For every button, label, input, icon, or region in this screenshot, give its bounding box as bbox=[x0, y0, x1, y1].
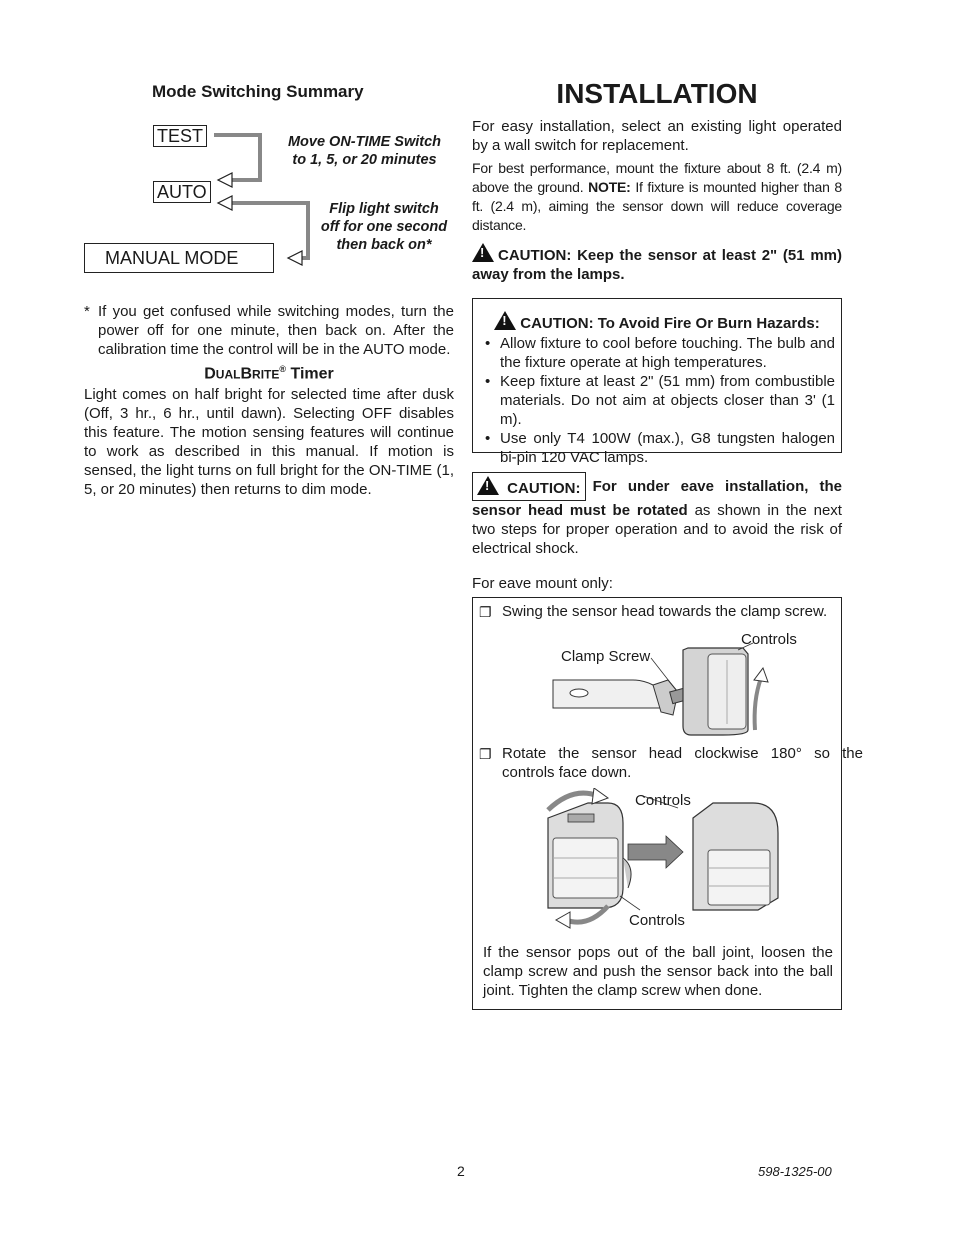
flip-note-line3: then back on* bbox=[336, 237, 432, 253]
hazard-title-text: CAUTION: To Avoid Fire Or Burn Hazards: bbox=[520, 315, 820, 332]
eave-caution-bold1: For under eave installation, the bbox=[592, 478, 842, 495]
registered-mark: ® bbox=[279, 364, 287, 374]
mode-switching-heading: Mode Switching Summary bbox=[152, 82, 364, 101]
heading-ual: UAL bbox=[215, 367, 241, 382]
dualbrite-timer-text: Light comes on half bright for selected time after dusk (Off, 3 hr., 6 hr., until dawn). Selecting OFF disables this feature. The motion sensing features will continue to work as described in this manual. If motion is sensed, the light turns on full bright for the ON-TIME (1, 5, or 20 minutes) then returns to dim mode. bbox=[84, 386, 454, 498]
heading-timer: Timer bbox=[290, 365, 334, 383]
page-number: 2 bbox=[457, 1163, 465, 1179]
ball-joint-instructions: If the sensor pops out of the ball joint, loosen the clamp screw and push the sensor back into the ball joint. Tighten the clamp screw when done. bbox=[483, 944, 833, 999]
auto-mode-label: AUTO bbox=[153, 181, 211, 203]
test-mode-label: TEST bbox=[153, 125, 207, 147]
footnote-text: If you get confused while switching modes, turn the power off for one minute, then back on. After the calibration time the control will be in the AUTO mode. bbox=[98, 303, 454, 358]
document-number: 598-1325-00 bbox=[758, 1164, 832, 1179]
dualbrite-timer-heading bbox=[84, 364, 454, 383]
step-rotate-sensor bbox=[477, 744, 863, 782]
step2-text: Rotate the sensor head clockwise 180° so the controls face down. bbox=[502, 745, 863, 781]
ontime-note-line1: Move ON-TIME Switch bbox=[287, 134, 442, 150]
eave-mount-box bbox=[472, 597, 863, 1010]
mounting-text-a: For best performance, mount the fixture about 8 ft. (2.4 m) above the ground. bbox=[472, 160, 842, 195]
warning-icon bbox=[472, 243, 494, 262]
heading-rite: RITE bbox=[252, 367, 280, 382]
warning-icon bbox=[477, 476, 499, 495]
hazard-bullet: • Use only T4 100W (max.), G8 tungsten halogen bi-pin 120 VAC lamps. bbox=[479, 429, 835, 467]
heading-b: B bbox=[240, 365, 253, 383]
ontime-note-line2: to 1, 5, or 20 minutes bbox=[292, 152, 437, 168]
controls-label-top: Controls bbox=[635, 792, 691, 809]
install-intro: For easy installation, select an existing light operated by a wall switch for replacement. bbox=[472, 118, 842, 154]
hazard-bullet: • Keep fixture at least 2" (51 mm) from combustible materials. Do not aim at objects closer than 3' (1 m). bbox=[479, 372, 835, 429]
controls-label: Controls bbox=[741, 631, 797, 648]
mounting-height-text bbox=[472, 159, 842, 235]
hazard-bullet: • Allow fixture to cool before touching. The bulb and the fixture operate at high temperatures. bbox=[479, 334, 835, 372]
eave-caution-rest: as shown in the next two steps for proper operation and to avoid the risk of electrical shock. bbox=[472, 502, 842, 557]
eave-caution bbox=[472, 472, 842, 558]
note-label: NOTE: bbox=[588, 179, 631, 195]
heading-d: D bbox=[204, 365, 216, 383]
eave-caution-badge bbox=[472, 472, 586, 501]
footnote-asterisk: * bbox=[84, 303, 90, 320]
lamp-distance-caution bbox=[472, 243, 842, 284]
manual-mode-label: MANUAL MODE bbox=[84, 243, 274, 273]
flip-switch-note bbox=[308, 200, 460, 254]
checkbox-icon: ❐ bbox=[479, 604, 492, 620]
flip-note-line2: off for one second bbox=[320, 219, 448, 235]
controls-label-bottom: Controls bbox=[629, 912, 685, 929]
footnote bbox=[84, 302, 454, 359]
step1-text: Swing the sensor head towards the clamp screw. bbox=[502, 603, 828, 620]
eave-mount-label: For eave mount only: bbox=[472, 575, 613, 592]
warning-icon bbox=[494, 311, 516, 330]
fire-hazard-box bbox=[472, 298, 842, 466]
mounting-text-b: If fixture is mounted higher than 8 ft. (2.4 m), aiming the sensor down will reduce coverage distance. bbox=[472, 179, 842, 233]
mode-diagram bbox=[80, 118, 460, 283]
flip-note-line1: Flip light switch bbox=[329, 201, 439, 217]
eave-caution-bold2: sensor head must be rotated bbox=[472, 502, 688, 519]
ontime-note bbox=[272, 133, 457, 169]
clamp-screw-label: Clamp Screw bbox=[561, 648, 651, 665]
step-swing-sensor bbox=[477, 602, 862, 621]
checkbox-icon: ❐ bbox=[479, 746, 492, 762]
page-title: INSTALLATION bbox=[556, 78, 758, 109]
eave-caution-label: CAUTION: bbox=[507, 480, 581, 497]
lamp-distance-caution-text: CAUTION: Keep the sensor at least 2" (51 mm) away from the lamps. bbox=[472, 247, 842, 283]
hazard-box-title bbox=[479, 311, 835, 333]
